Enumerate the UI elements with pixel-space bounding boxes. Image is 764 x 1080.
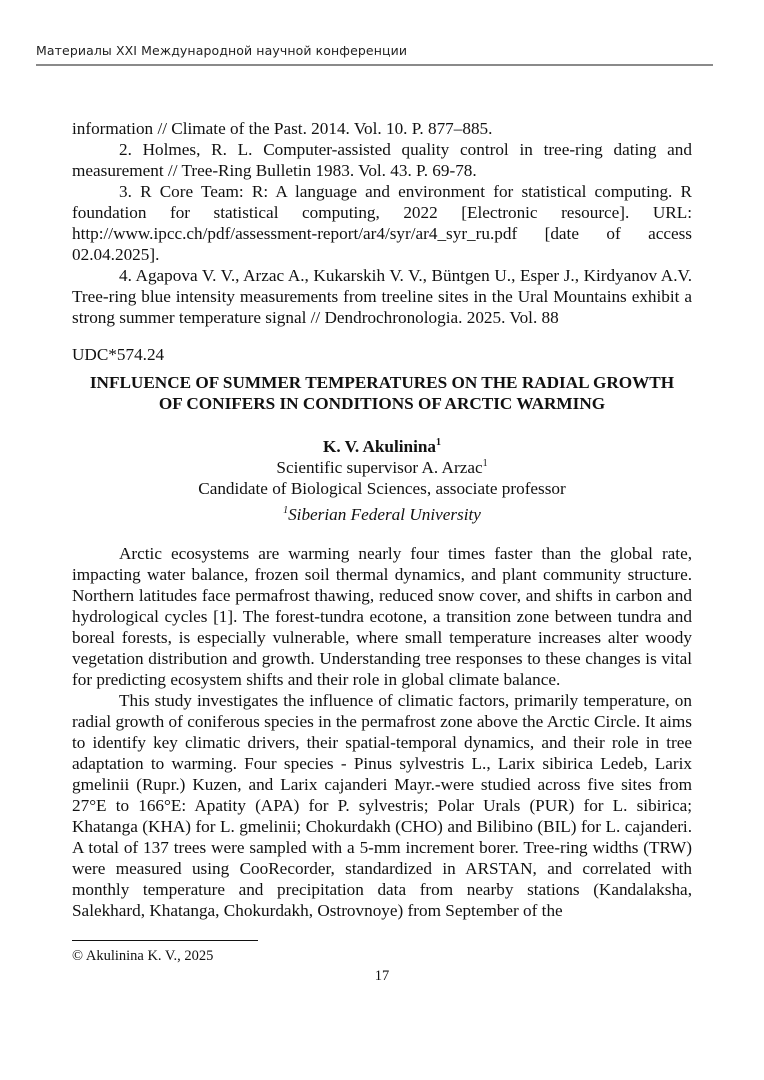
page-number: 17 xyxy=(374,968,390,984)
supervisor-degree: Candidate of Biological Sciences, associate professor xyxy=(198,479,566,498)
author-name: K. V. Akulinina xyxy=(322,437,437,456)
body-paragraph: Arctic ecosystems are warming nearly four times faster than the global rate, impacting water balance, frozen soil thermal dynamics, and plant community structure. Northern latitudes face permafrost thawing, reduced snow cover, and shifts in carbon and hydrological cycles [1]. The forest-tundra ecotone, a transition zone between tundra and boreal forests, is especially vulnerable, where small temperature increases alter woody vegetation distribution and growth. Understanding tree responses to these changes is vital for predicting ecosystem shifts and their role in global climate balance. xyxy=(72,544,692,689)
article-body xyxy=(72,543,692,921)
footnote-divider xyxy=(72,940,258,941)
article-title xyxy=(72,372,692,414)
article-title-line: INFLUENCE OF SUMMER TEMPERATURES ON THE RADIAL GROWTH xyxy=(89,373,675,392)
header-divider xyxy=(36,64,713,66)
udc-code: UDC*574.24 xyxy=(72,345,165,364)
affiliation: Siberian Federal University xyxy=(288,505,481,524)
supervisor-line xyxy=(72,457,692,478)
author-block xyxy=(72,436,692,525)
article-title-line: OF CONIFERS IN CONDITIONS OF ARCTIC WARMING xyxy=(158,394,606,413)
reference-list xyxy=(72,118,692,328)
reference-item: information // Climate of the Past. 2014. Vol. 10. P. 877–885. xyxy=(72,119,493,138)
supervisor-superscript: 1 xyxy=(482,458,488,469)
author-superscript: 1 xyxy=(436,437,442,448)
copyright-footnote: © Akulinina K. V., 2025 xyxy=(72,948,214,964)
affiliation-superscript: 1 xyxy=(283,505,289,516)
running-header: Материалы XXI Международной научной конференции xyxy=(36,43,408,58)
reference-item: 3. R Core Team: R: A language and environment for statistical computing. R foundation for statistical computing, 2022 [Electronic resource]. URL: http://www.ipcc.ch/pdf/assessment-report/ar4/syr/ar4_syr_ru.pdf [date of access 02.04.2025]. xyxy=(72,182,692,264)
reference-item: 4. Agapova V. V., Arzac A., Kukarskih V. V., Büntgen U., Esper J., Kirdyanov A.V. Tree-ring blue intensity measurements from treeline sites in the Ural Mountains exhibit a strong summer temperature signal // Dendrochronologia. 2025. Vol. 88 xyxy=(72,266,692,327)
affiliation-line xyxy=(72,504,692,525)
body-paragraph: This study investigates the influence of climatic factors, primarily temperature, on radial growth of coniferous species in the permafrost zone above the Arctic Circle. It aims to identify key climatic drivers, their spatial-temporal dynamics, and their role in tree adaptation to warming. Four species - Pinus sylvestris L., Larix sibirica Ledeb, Larix gmelinii (Rupr.) Kuzen, and Larix cajanderi Mayr.-were studied across five sites from 27°E to 166°E: Apatity (APA) for P. sylvestris; Polar Urals (PUR) for L. sibirica; Khatanga (KHA) for L. gmelinii; Chokurdakh (CHO) and Bilibino (BIL) for L. cajanderi. A total of 137 trees were sampled with a 5-mm increment borer. Tree-ring widths (TRW) were measured using CooRecorder, standardized in ARSTAN, and correlated with monthly temperature and precipitation data from nearby stations (Kandalaksha, Salekhard, Khatanga, Chokurdakh, Ostrovnoye) from September of the xyxy=(72,691,692,920)
reference-item: 2. Holmes, R. L. Computer-assisted quality control in tree-ring dating and measurement // Tree-Ring Bulletin 1983. Vol. 43. P. 69-78. xyxy=(72,140,692,180)
supervisor-name: Scientific supervisor A. Arzac xyxy=(276,458,483,477)
author-name-line xyxy=(72,436,692,457)
